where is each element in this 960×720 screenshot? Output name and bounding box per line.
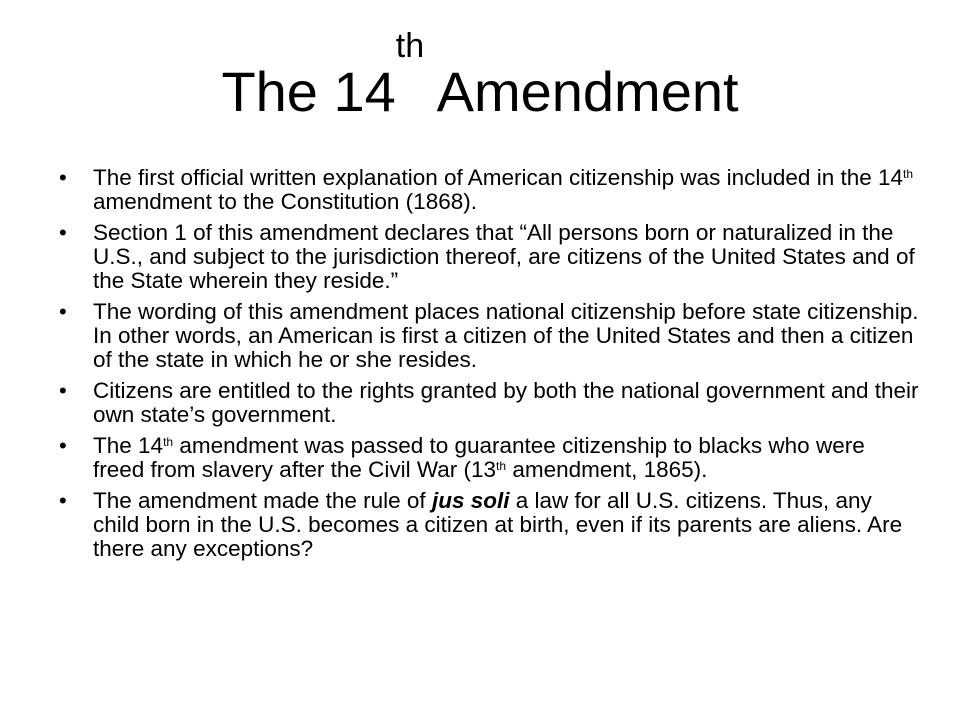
bullet-text [93,433,865,482]
title-text-after: Amendment [424,60,739,123]
bullet-marker: • [59,220,67,245]
bullet-marker: • [59,488,67,513]
bullet-item [0,166,960,214]
text-run: The first official written explanation of American citizenship was included in the 14 [93,165,904,190]
text-run: The wording of this amendment places national citizenship before state citizenship. In other words, an American is first a citizen of the United States and then a citizen of the state in which he or she resides. [93,299,919,372]
text-run: Section 1 of this amendment declares that “All persons born or naturalized in the U.S., and subject to the jurisdiction thereof, are citizens of the United States and of the State wherein they reside.” [93,220,915,293]
slide-title [0,27,960,132]
bullet-item [0,300,960,372]
bullet-marker: • [59,378,67,403]
superscript-text: th [163,435,174,449]
emphasized-term: jus soli [431,488,510,513]
bullet-item [0,221,960,293]
text-run: a law for all U.S. citizens. Thus, any child born in the U.S. becomes a citizen at birth, even if its parents are aliens. Are there any exceptions? [93,488,903,561]
superscript-text: th [903,167,914,181]
text-run: amendment to the Constitution (1868). [93,189,477,214]
bullet-text [93,378,919,427]
bullet-text [93,220,915,293]
bullet-text [93,299,918,372]
superscript-text: th [496,459,507,473]
title-text-before: The 14 [221,60,396,123]
bullet-marker: • [59,165,67,190]
text-run: Citizens are entitled to the rights granted by both the national government and their own state’s government. [93,378,919,427]
bullet-item [0,434,960,482]
text-run: The amendment made the rule of [93,488,432,513]
bullet-text [93,165,913,214]
title-superscript: th [395,27,425,65]
text-run: amendment, 1865). [506,457,708,482]
text-run: The 14 [93,433,164,458]
text-run: amendment was passed to guarantee citizenship to blacks who were freed from slavery after the Civil War (13 [93,433,865,482]
bullet-list [0,166,960,568]
bullet-text [93,488,902,561]
bullet-marker: • [59,299,67,324]
bullet-marker: • [59,433,67,458]
bullet-item [0,489,960,561]
bullet-item [0,379,960,427]
